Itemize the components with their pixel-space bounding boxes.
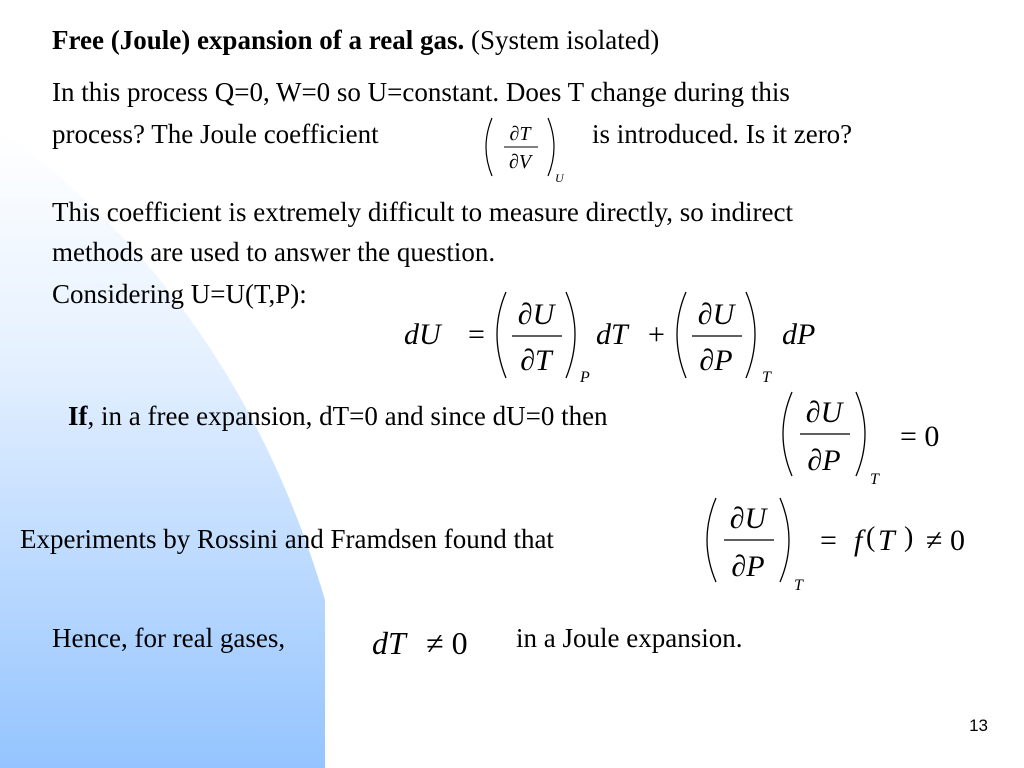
real-equals: =: [820, 524, 837, 557]
du-term1-diff: dT: [596, 318, 628, 351]
paragraph1-line2-before: process? The Joule coefficient: [52, 119, 379, 149]
real-den: ∂P: [731, 550, 765, 583]
real-sub: T: [794, 577, 803, 594]
page-number: 13: [969, 716, 988, 735]
paragraph1-line2-after: is introduced. Is it zero?: [592, 119, 853, 149]
paragraph1-line1: In this process Q=0, W=0 so U=constant. Does T change during this: [52, 77, 790, 107]
ideal-rhs: = 0: [900, 420, 940, 453]
if-line: [68, 400, 608, 432]
du-equals: =: [468, 318, 485, 351]
ideal-num: ∂U: [805, 396, 843, 429]
ideal-den: ∂P: [807, 444, 841, 477]
joule-sub: U: [555, 171, 564, 185]
hence-neq: ≠ 0: [426, 625, 468, 661]
joule-num: ∂T: [509, 123, 531, 145]
if-rest: , in a free expansion, dT=0 and since dU=0 then: [87, 401, 608, 431]
considering-line: Considering U=U(T,P):: [52, 279, 307, 309]
joule-den: ∂V: [508, 151, 532, 173]
du-term2-den: ∂P: [699, 344, 733, 377]
paragraph2-line1: This coefficient is extremely difficult to measure directly, so indirect: [52, 197, 794, 227]
ideal-result-equation: [772, 386, 972, 490]
if-bold: If: [68, 401, 88, 431]
ideal-sub: T: [870, 471, 879, 488]
svg-text:(: (: [866, 522, 876, 553]
hence-lhs: dT: [372, 625, 406, 661]
du-term2-sub: T: [762, 369, 771, 386]
svg-text:): ): [904, 522, 914, 553]
real-f: f: [854, 524, 863, 557]
joule-coefficient-equation: [478, 110, 578, 190]
title-note: (System isolated): [464, 25, 660, 55]
du-expansion-equation: [396, 284, 836, 394]
paragraph2-line2: methods are used to answer the question.: [52, 237, 496, 267]
du-term1-sub: P: [580, 369, 590, 386]
du-term2-diff: dP: [782, 318, 816, 351]
du-term1-den: ∂T: [520, 344, 552, 377]
du-plus: +: [648, 318, 665, 351]
real-neq: ≠ 0: [926, 524, 965, 557]
hence-before: Hence, for real gases,: [52, 623, 286, 653]
real-arg: T: [878, 524, 895, 557]
experiments-line: Experiments by Rossini and Framdsen found that: [20, 524, 554, 554]
du-term2-num: ∂U: [697, 298, 735, 331]
du-term1-num: ∂U: [517, 298, 555, 331]
hence-equation: [368, 616, 504, 666]
slide-title: [52, 24, 659, 56]
hence-after: in a Joule expansion.: [516, 623, 743, 653]
title-bold: Free (Joule) expansion of a real gas.: [52, 25, 465, 55]
du-lhs: dU: [404, 318, 441, 351]
real-result-equation: [696, 492, 996, 596]
real-num: ∂U: [729, 502, 767, 535]
